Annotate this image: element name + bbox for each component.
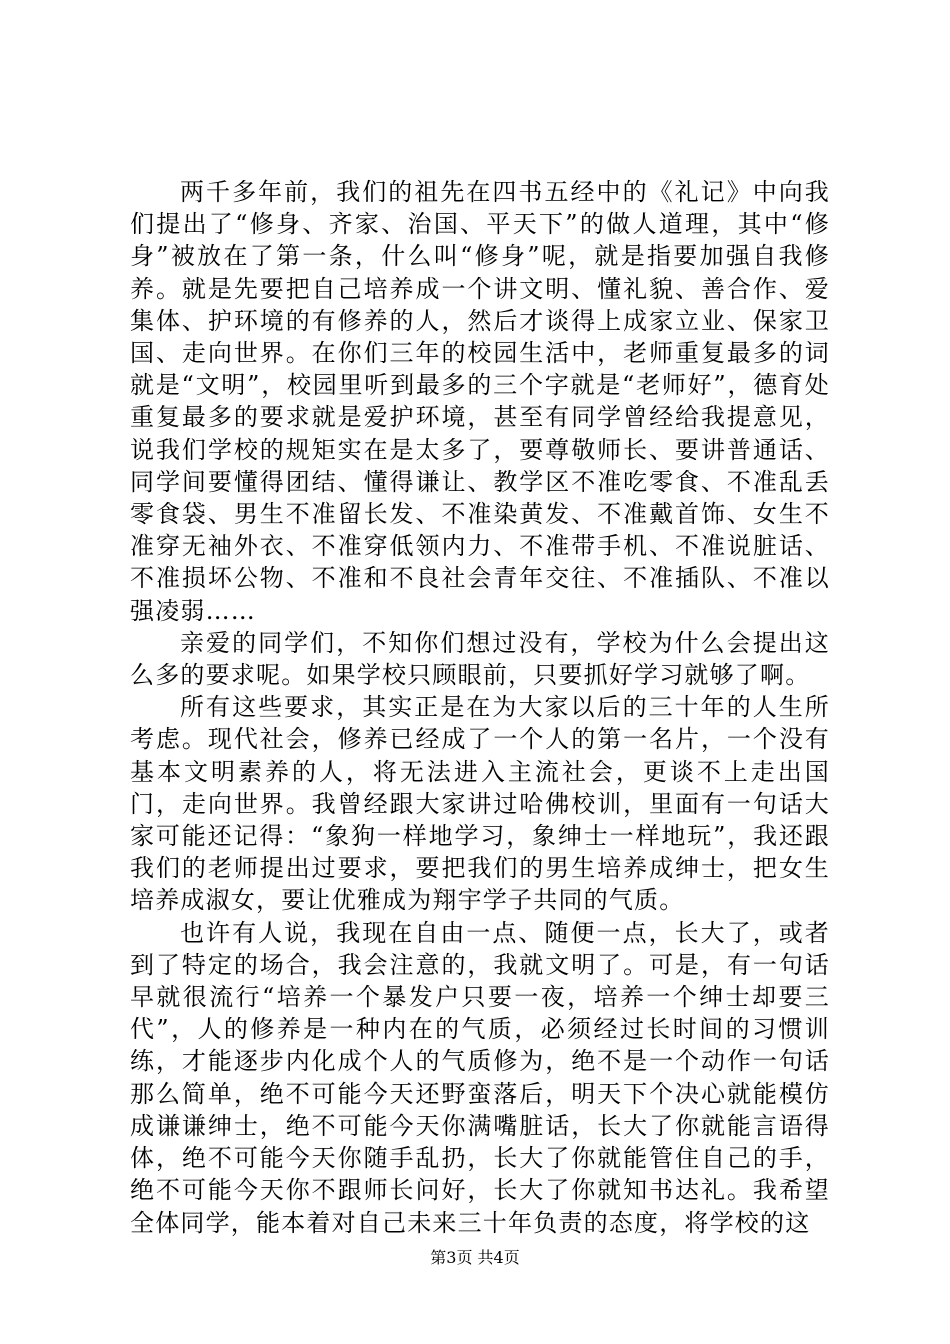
paragraph-3: 所有这些要求，其实正是在为大家以后的三十年的人生所考虑。现代社会，修养已经成了一个人的第一名片，一个没有基本文明素养的人，将无法进入主流社会，更谈不上走出国门，走向世界。我曾经跟大家讲过哈佛校训，里面有一句话大家可能还记得：“象狗一样地学习，象绅士一样地玩”，我还跟我们的老师提出过要求，要把我们的男生培养成绅士，把女生培养成淑女，要让优雅成为翔宇学子共同的气质。: [130, 693, 830, 915]
paragraph-2: 亲爱的同学们，不知你们想过没有，学校为什么会提出这么多的要求呢。如果学校只顾眼前，只要抓好学习就够了啊。: [130, 628, 830, 690]
paragraph-1: 两千多年前，我们的祖先在四书五经中的《礼记》中向我们提出了“修身、齐家、治国、平天下”的做人道理，其中“修身”被放在了第一条，什么叫“修身”呢，就是指要加强自我修养。就是先要把自己培养成一个讲文明、懂礼貌、善合作、爱集体、护环境的有修养的人，然后才谈得上成家立业、保家卫国、走向世界。在你们三年的校园生活中，老师重复最多的词就是“文明”，校园里听到最多的三个字就是“老师好”，德育处重复最多的要求就是爱护环境，甚至有同学曾经给我提意见，说我们学校的规矩实在是太多了，要尊敬师长、要讲普通话、同学间要懂得团结、懂得谦让、教学区不准吃零食、不准乱丢零食袋、男生不准留长发、不准染黄发、不准戴首饰、女生不准穿无袖外衣、不准穿低领内力、不准带手机、不准说脏话、不准损坏公物、不准和不良社会青年交往、不准插队、不准以强凌弱……: [130, 178, 830, 625]
paragraph-4: 也许有人说，我现在自由一点、随便一点，长大了，或者到了特定的场合，我会注意的，我就文明了。可是，有一句话早就很流行“培养一个暴发户只要一夜，培养一个绅士却要三代”，人的修养是一种内在的气质，必须经过长时间的习惯训练，才能逐步内化成个人的气质修为，绝不是一个动作一句话那么简单，绝不可能今天还野蛮落后，明天下个决心就能模仿成谦谦绅士，绝不可能今天你满嘴脏话，长大了你就能言语得体，绝不可能今天你随手乱扔，长大了你就能管住自己的手，绝不可能今天你不跟师长问好，长大了你就知书达礼。我希望全体同学，能本着对自己未来三十年负责的态度，将学校的这: [130, 918, 830, 1237]
document-body: [130, 176, 830, 1239]
page-number-footer: 第3页 共4页: [430, 1248, 520, 1267]
